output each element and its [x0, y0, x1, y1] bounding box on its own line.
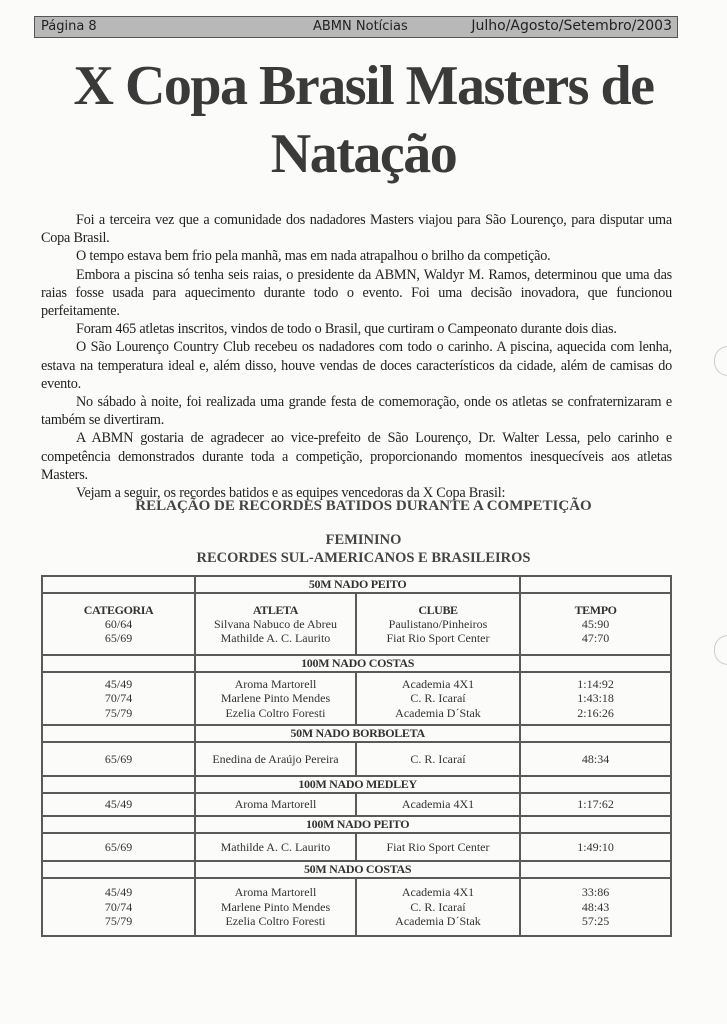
- record-row: [42, 793, 671, 816]
- column-header: ATLETA: [252, 602, 299, 617]
- atleta-cell: [195, 793, 356, 816]
- categoria-value: 70/74: [104, 899, 133, 914]
- clube-cell: [356, 742, 520, 776]
- paragraph: A ABMN gostaria de agradecer ao vice-prefeito de São Lourenço, Dr. Walter Lessa, pelo carinho e competência demonstrados durante toda a competição, proporcionando momentos inesquecíveis aos atletas Masters.: [41, 430, 672, 483]
- event-name: 50M NADO COSTAS: [195, 861, 520, 878]
- tempo-value: 33:86: [581, 885, 610, 900]
- event-name: 100M NADO COSTAS: [195, 655, 520, 672]
- categoria-cell: [42, 672, 195, 725]
- atleta-value: Aroma Martorell: [234, 797, 317, 812]
- categoria-value: 60/64: [104, 616, 133, 631]
- empty-cell: [42, 776, 195, 793]
- tempo-value: 48:34: [581, 751, 610, 766]
- records-table: [41, 575, 672, 937]
- atleta-cell: [195, 878, 356, 936]
- tempo-value: 2:16:26: [577, 705, 614, 720]
- atleta-value: Marlene Pinto Mendes: [220, 899, 331, 914]
- article-title: [0, 52, 727, 188]
- tempo-value: 1:49:10: [577, 839, 614, 854]
- title-line-1: X Copa Brasil Masters de: [73, 55, 654, 117]
- paragraph: Foi a terceira vez que a comunidade dos nadadores Masters viajou para São Lourenço, para disputar uma Copa Brasil.: [41, 212, 672, 247]
- gender-heading: FEMININO: [325, 532, 402, 548]
- clube-value: Academia D´Stak: [395, 705, 481, 720]
- empty-cell: [42, 725, 195, 742]
- empty-cell: [520, 816, 671, 833]
- clube-cell: [356, 878, 520, 936]
- paragraph: O tempo estava bem frio pela manhã, mas em nada atrapalhou o brilho da competição.: [76, 248, 551, 265]
- tempo-cell: [520, 593, 671, 655]
- article-body: [41, 211, 672, 502]
- records-subheading: [0, 531, 727, 567]
- event-name: 50M NADO BORBOLETA: [195, 725, 520, 742]
- categoria-value: 75/79: [104, 705, 133, 720]
- record-row: [42, 833, 671, 861]
- tempo-cell: [520, 793, 671, 816]
- record-row: [42, 672, 671, 725]
- issue-date: Julho/Agosto/Setembro/2003: [471, 18, 672, 34]
- categoria-cell: [42, 742, 195, 776]
- clube-value: Fiat Rio Sport Center: [386, 839, 490, 854]
- clube-value: Academia 4X1: [401, 885, 475, 900]
- binder-hole: [714, 346, 727, 376]
- tempo-cell: [520, 742, 671, 776]
- clube-value: Academia 4X1: [401, 676, 475, 691]
- event-name: 100M NADO MEDLEY: [195, 776, 520, 793]
- records-heading: RELAÇÃO DE RECORDES BATIDOS DURANTE A COMPETIÇÃO: [135, 498, 592, 514]
- empty-cell: [42, 655, 195, 672]
- page-header-bar: [34, 16, 678, 38]
- clube-value: Academia D´Stak: [395, 914, 481, 929]
- atleta-value: Mathilde A. C. Laurito: [220, 631, 331, 645]
- tempo-value: 48:43: [581, 899, 610, 914]
- tempo-value: 1:43:18: [577, 691, 614, 706]
- clube-cell: [356, 593, 520, 655]
- tempo-value: 45:90: [581, 616, 610, 631]
- atleta-cell: [195, 833, 356, 861]
- column-header: TEMPO: [574, 602, 617, 617]
- record-type-heading: RECORDES SUL-AMERICANOS E BRASILEIROS: [196, 550, 531, 566]
- categoria-cell: [42, 793, 195, 816]
- categoria-value: 65/69: [104, 631, 133, 645]
- empty-cell: [520, 576, 671, 593]
- clube-value: Academia 4X1: [401, 797, 475, 812]
- categoria-cell: [42, 593, 195, 655]
- categoria-cell: [42, 833, 195, 861]
- binder-hole: [714, 635, 727, 665]
- empty-cell: [42, 576, 195, 593]
- clube-cell: [356, 672, 520, 725]
- record-row: [42, 742, 671, 776]
- event-row: [42, 655, 671, 672]
- categoria-value: 45/49: [104, 676, 133, 691]
- page-number: Página 8: [41, 19, 97, 34]
- atleta-cell: [195, 672, 356, 725]
- empty-cell: [42, 816, 195, 833]
- atleta-value: Mathilde A. C. Laurito: [220, 839, 331, 854]
- clube-cell: [356, 793, 520, 816]
- event-row: [42, 816, 671, 833]
- tempo-cell: [520, 878, 671, 936]
- atleta-value: Enedina de Araújo Pereira: [212, 751, 339, 766]
- title-line-2: Natação: [270, 123, 457, 185]
- atleta-value: Ezelia Coltro Foresti: [225, 914, 326, 929]
- empty-cell: [520, 776, 671, 793]
- clube-value: C. R. Icaraí: [410, 691, 466, 706]
- paragraph: No sábado à noite, foi realizada uma grande festa de comemoração, onde os atletas se confraternizaram e também se divertiram.: [41, 394, 672, 429]
- tempo-value: 57:25: [581, 914, 610, 929]
- atleta-value: Ezelia Coltro Foresti: [225, 705, 326, 720]
- tempo-value: 47:70: [581, 631, 610, 645]
- publication-name: ABMN Notícias: [313, 19, 408, 34]
- categoria-cell: [42, 878, 195, 936]
- empty-cell: [42, 861, 195, 878]
- atleta-value: Aroma Martorell: [234, 885, 317, 900]
- column-header: CATEGORIA: [83, 602, 154, 617]
- tempo-value: 1:17:62: [577, 797, 614, 812]
- clube-value: C. R. Icaraí: [410, 899, 466, 914]
- atleta-cell: [195, 742, 356, 776]
- atleta-value: Marlene Pinto Mendes: [220, 691, 331, 706]
- clube-value: Paulistano/Pinheiros: [388, 616, 488, 631]
- categoria-value: 45/49: [104, 885, 133, 900]
- paragraph: O São Lourenço Country Club recebeu os nadadores com todo o carinho. A piscina, aquecida com lenha, estava na temperatura ideal e, além disso, houve vendas de doces característicos da cidade, além de camisas do evento.: [41, 339, 672, 392]
- paragraph: Embora a piscina só tenha seis raias, o presidente da ABMN, Waldyr M. Ramos, determinou que uma das raias fosse usada para aquecimento durante todo o evento. Foi uma decisão inovadora, que funcionou perfeitamente.: [41, 266, 672, 320]
- categoria-value: 65/69: [104, 751, 133, 766]
- paragraph: Foram 465 atletas inscritos, vindos de todo o Brasil, que curtiram o Campeonato durante dois dias.: [76, 321, 617, 338]
- event-row: [42, 725, 671, 742]
- event-name: 100M NADO PEITO: [195, 816, 520, 833]
- record-row: [42, 878, 671, 936]
- tempo-cell: [520, 672, 671, 725]
- empty-cell: [520, 861, 671, 878]
- tempo-value: 1:14:92: [577, 676, 614, 691]
- atleta-value: Silvana Nabuco de Abreu: [213, 616, 337, 631]
- record-row: [42, 593, 671, 655]
- atleta-value: Aroma Martorell: [234, 676, 317, 691]
- empty-cell: [520, 655, 671, 672]
- paragraph: Vejam a seguir, os recordes batidos e as equipes vencedoras da X Copa Brasil:: [76, 485, 506, 502]
- categoria-value: 65/69: [104, 839, 133, 854]
- clube-value: C. R. Icaraí: [410, 751, 466, 766]
- event-row: [42, 776, 671, 793]
- event-name: 50M NADO PEITO: [195, 576, 520, 593]
- column-header: CLUBE: [418, 602, 458, 617]
- atleta-cell: [195, 593, 356, 655]
- event-row: [42, 576, 671, 593]
- empty-cell: [520, 725, 671, 742]
- categoria-value: 45/49: [104, 797, 133, 812]
- clube-value: Fiat Rio Sport Center: [386, 631, 490, 645]
- categoria-value: 75/79: [104, 914, 133, 929]
- event-row: [42, 861, 671, 878]
- tempo-cell: [520, 833, 671, 861]
- categoria-value: 70/74: [104, 691, 133, 706]
- clube-cell: [356, 833, 520, 861]
